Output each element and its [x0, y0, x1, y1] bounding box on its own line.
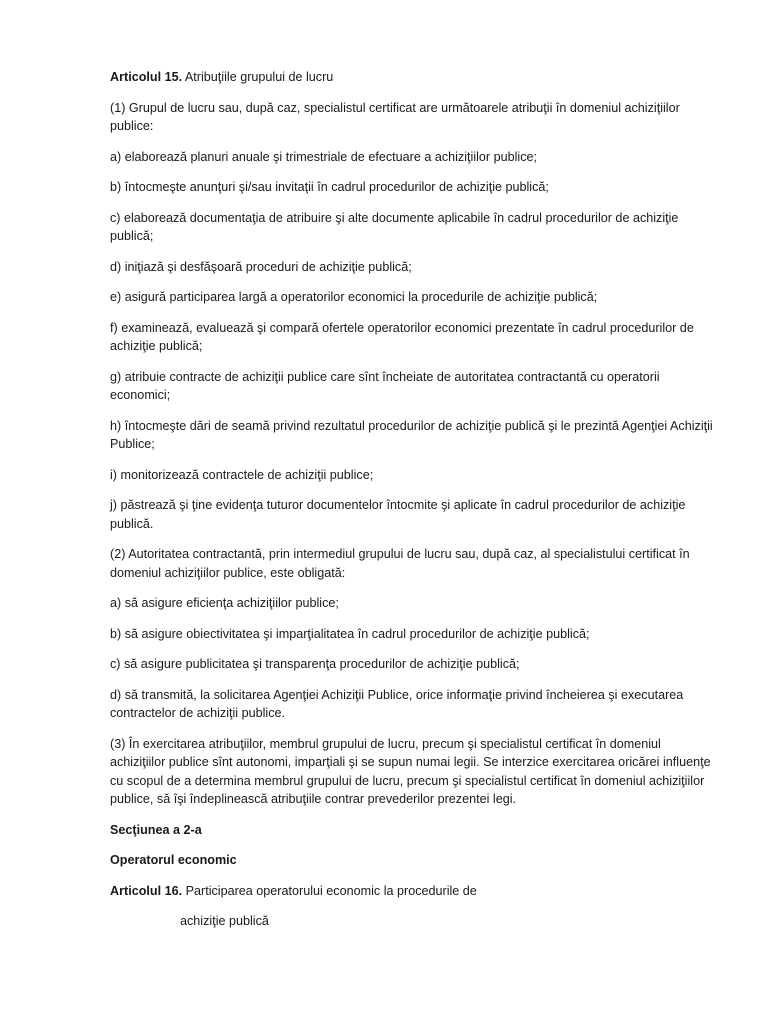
article-15-heading [110, 68, 718, 87]
item-2c: c) să asigure publicitatea şi transparenţa procedurilor de achiziţie publică; [110, 657, 520, 671]
section-subheading-text: Operatorul economic [110, 853, 237, 867]
item-1f: f) examinează, evaluează şi compară ofertele operatorilor economici prezentate în cadrul procedurilor de achiziţie publică; [110, 320, 694, 353]
article-16-heading [110, 882, 718, 901]
item-1a: a) elaborează planuri anuale şi trimestriale de efectuare a achiziţiilor publice; [110, 149, 538, 164]
item-1c: c) elaborează documentaţia de atribuire şi alte documente aplicabile în cadrul procedurilor de achiziţie publică; [110, 210, 679, 243]
item-1i: i) monitorizează contractele de achiziţii publice; [110, 467, 374, 482]
paragraph-2: (2) Autoritatea contractantă, prin intermediul grupului de lucru sau, după caz, al specialistului certificat în domeniul achiziţiilor publice, este obligată: [110, 547, 690, 580]
paragraph-1: (1) Grupul de lucru sau, după caz, specialistul certificat are următoarele atribuţii în domeniul achiziţiilor publice: [110, 100, 680, 133]
item-1h: h) întocmeşte dări de seamă privind rezultatul procedurilor de achiziţie publică şi le prezintă Agenţiei Achiziţii Publice; [110, 418, 713, 451]
item-2d: d) să transmită, la solicitarea Agenţiei Achiziţii Publice, orice informaţie privind încheierea şi executarea contractelor de achiziţii publice. [110, 687, 684, 720]
section-heading-text: Secţiunea a 2-a [110, 822, 202, 837]
item-2b: b) să asigure obiectivitatea şi imparţialitatea în cadrul procedurilor de achiziţie publică; [110, 626, 590, 641]
article-16-title-continued: achiziţie publică [180, 914, 269, 928]
article-16-title: Participarea operatorului economic la procedurile de [182, 883, 477, 898]
article-16-label: Articolul 16. [110, 883, 183, 898]
section-subheading [110, 851, 718, 870]
item-1d: d) iniţiază şi desfăşoară proceduri de achiziţie publică; [110, 259, 412, 274]
item-1g: g) atribuie contracte de achiziţii publice care sînt încheiate de autoritatea contractantă cu operatorii economici; [110, 369, 660, 402]
item-1b: b) întocmeşte anunţuri şi/sau invitaţii în cadrul procedurilor de achiziţie publică; [110, 180, 549, 194]
section-heading [110, 821, 718, 840]
article-15-label: Articolul 15. [110, 70, 183, 84]
article-15-title: Atribuţiile grupului de lucru [182, 70, 334, 84]
item-1e: e) asigură participarea largă a operatorilor economici la procedurile de achiziţie publică; [110, 290, 598, 304]
paragraph-3: (3) În exercitarea atribuţiilor, membrul grupului de lucru, precum şi specialistul certificat în domeniul achiziţiilor publice sînt autonomi, imparţiali şi se supun numai legii. Se interzice exercitarea oricărei influenţe cu scopul de a determina membrul grupului de lucru, precum şi specialistul certificat în domeniul achiziţiilor publice, să îşi îndeplinească atribuţiile contrar prevederilor prezentei legi. [110, 736, 711, 806]
document-page [110, 68, 718, 943]
item-1j: j) păstrează şi ţine evidenţa tuturor documentelor întocmite şi aplicate în cadrul procedurilor de achiziţie publică. [110, 498, 686, 531]
item-2a: a) să asigure eficienţa achiziţiilor publice; [110, 596, 339, 610]
